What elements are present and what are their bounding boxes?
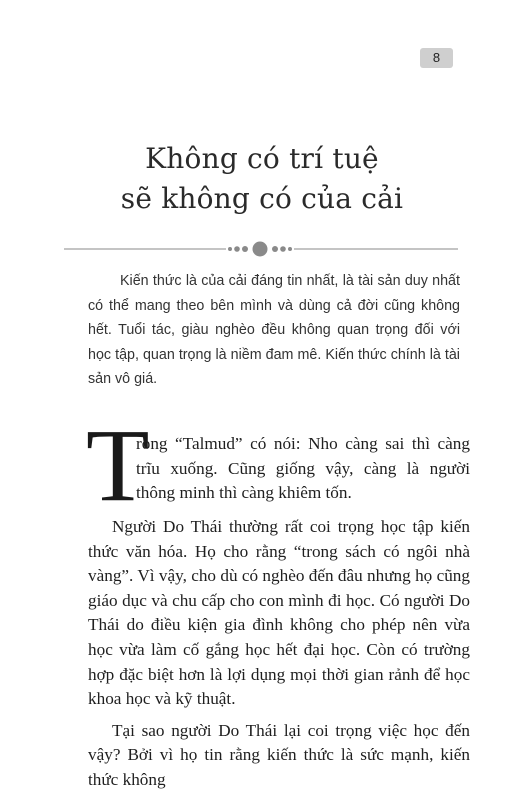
ornament-dot <box>234 246 240 252</box>
ornament-center-dot <box>253 242 268 257</box>
chapter-title-line-2: sẽ không có của cải <box>120 182 404 215</box>
ornament-dot <box>242 246 248 252</box>
first-paragraph <box>88 432 470 506</box>
drop-cap: T <box>86 408 150 523</box>
ornament-divider <box>64 238 458 260</box>
ornament-dot <box>228 247 232 251</box>
body-paragraph: Tại sao người Do Thái lại coi trọng việc học đến vậy? Bởi vì họ tin rằng kiến thức là sức mạnh, kiến thức không <box>88 720 470 789</box>
ornament-dot <box>288 247 292 251</box>
ornament-dot <box>272 246 278 252</box>
body-paragraphs <box>88 515 470 800</box>
ornament-dot <box>280 246 286 252</box>
chapter-title-line-1: Không có trí tuệ <box>145 142 379 175</box>
intro-summary <box>88 269 460 392</box>
page-number-badge: 8 <box>420 48 453 68</box>
first-paragraph-text: rong “Talmud” có nói: Nho càng sai thì càng trĩu xuống. Cũng giống vậy, càng là người thông minh thì càng khiêm tốn. <box>136 434 470 503</box>
intro-paragraph: Kiến thức là của cải đáng tin nhất, là tài sản duy nhất có thể mang theo bên mình và dùng cả đời cũng không hết. Tuổi tác, giàu nghèo đều không quan trọng đối với học tập, quan trọng là niềm đam mê. Kiến thức chính là tài sản vô giá. <box>88 273 460 388</box>
body-paragraph: Người Do Thái thường rất coi trọng học tập kiến thức văn hóa. Họ cho rằng “trong sách có ngôi nhà vàng”. Vì vậy, cho dù có nghèo đến đâu nhưng họ cũng giáo dục và chu cấp cho con mình đi học. Có người Do Thái do điều kiện gia đình không cho phép nên vừa học vừa làm cố gắng học hết đại học. Còn có trường hợp đặc biệt hơn là lợi dụng mọi thời gian rảnh để học khoa học và kỹ thuật. <box>88 517 470 709</box>
